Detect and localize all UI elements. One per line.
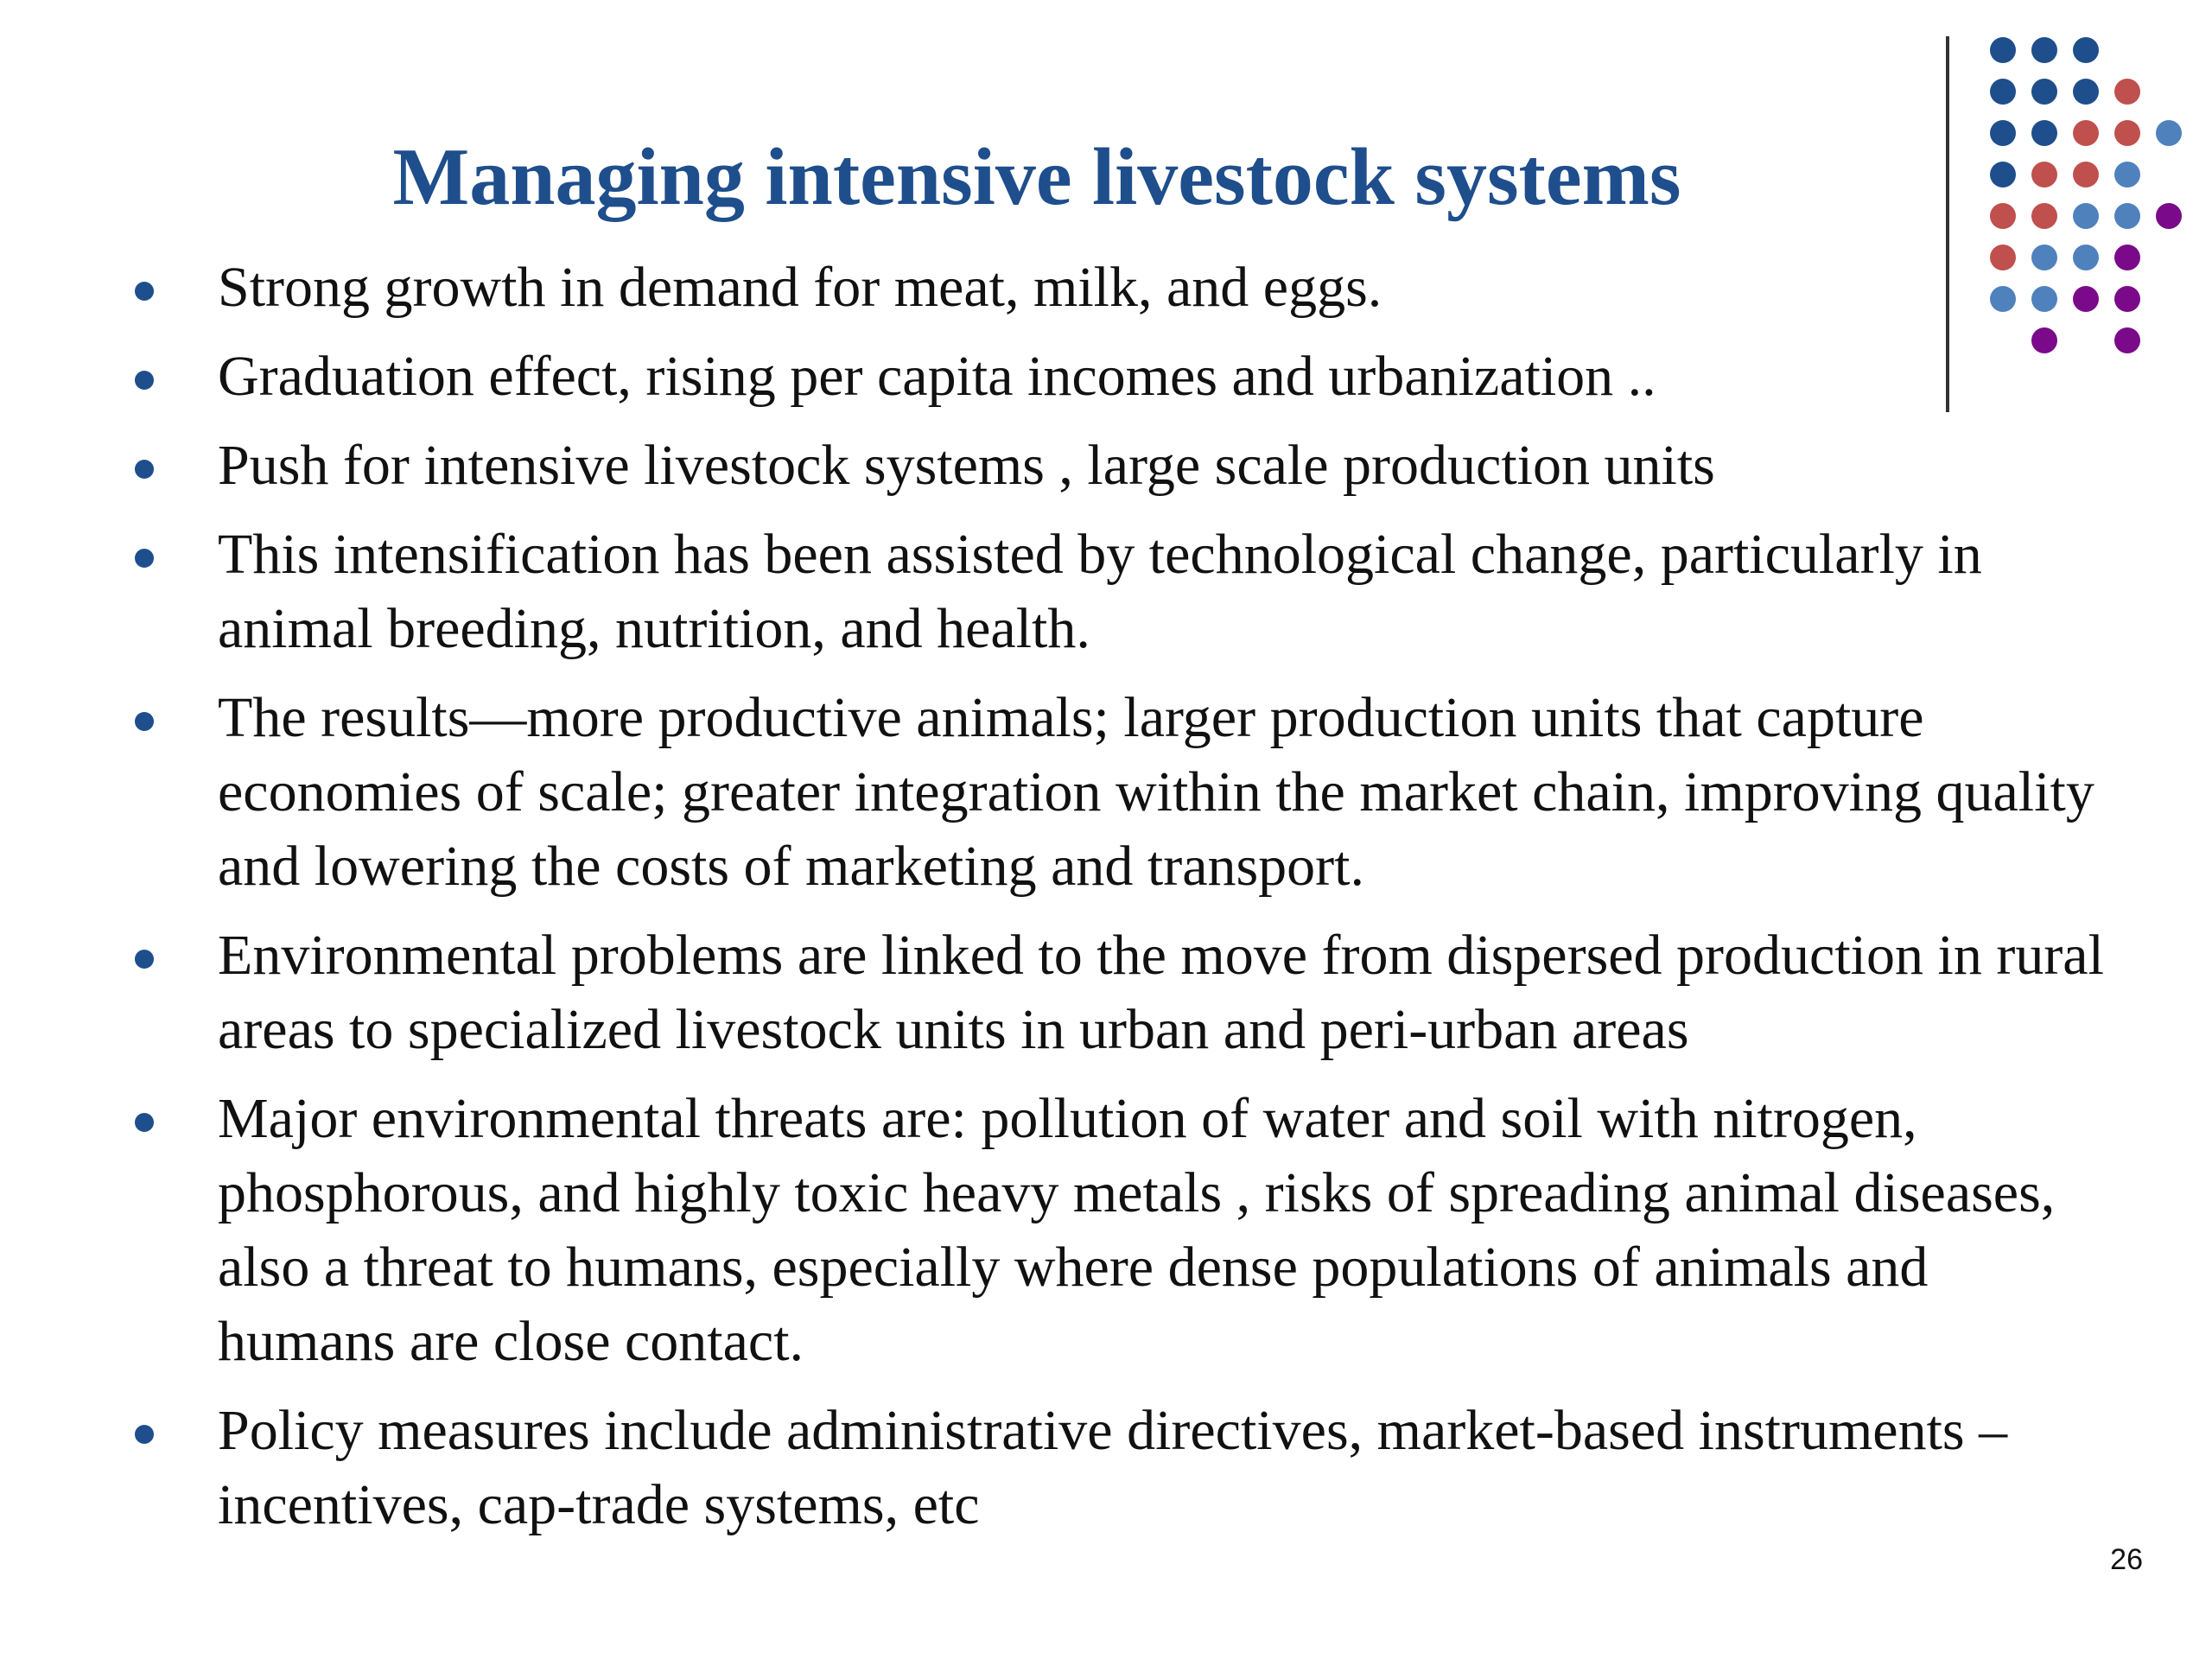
decorative-dot bbox=[2114, 327, 2140, 353]
decorative-dot bbox=[2156, 120, 2182, 146]
decorative-dot bbox=[2114, 203, 2140, 229]
slide-title: Managing intensive livestock systems bbox=[392, 132, 1681, 222]
bullet-item bbox=[130, 251, 2117, 325]
decorative-dot bbox=[2031, 120, 2057, 146]
bullet-item bbox=[130, 681, 2117, 904]
bullet-item bbox=[130, 1394, 2117, 1542]
bullet-text: Major environmental threats are: pollution of water and soil with nitrogen, phosphorous, and highly toxic heavy metals , risks of spreading animal diseases, also a threat to humans, especially where dense populations of animals and humans are close contact. bbox=[218, 1087, 2056, 1373]
decorative-dot bbox=[2156, 203, 2182, 229]
decorative-dot bbox=[2073, 120, 2099, 146]
decorative-dot bbox=[2073, 79, 2099, 105]
bullet-dot-icon bbox=[135, 282, 154, 301]
decorative-dot bbox=[1990, 79, 2016, 105]
decorative-dot bbox=[2114, 79, 2140, 105]
decorative-dot bbox=[2031, 203, 2057, 229]
bullet-dot-icon bbox=[135, 460, 154, 479]
decorative-dot bbox=[1990, 37, 2016, 63]
bullet-dot-icon bbox=[135, 712, 154, 731]
decorative-dot bbox=[2031, 162, 2057, 188]
bullet-dot-icon bbox=[135, 950, 154, 969]
decorative-dot bbox=[2114, 286, 2140, 312]
bullet-text: Strong growth in demand for meat, milk, and eggs. bbox=[218, 256, 1382, 319]
decorative-dot bbox=[2073, 203, 2099, 229]
bullet-text: The results—more productive animals; larger production units that capture economies of scale; greater integration within the market chain, improving quality and lowering the costs of marketing and transport. bbox=[218, 686, 2094, 898]
bullet-text: This intensification has been assisted by technological change, particularly in animal breeding, nutrition, and health. bbox=[218, 523, 1982, 660]
bullet-text: Environmental problems are linked to the move from dispersed production in rural areas to specialized livestock units in urban and peri-urban areas bbox=[218, 924, 2104, 1061]
bullet-item bbox=[130, 918, 2117, 1067]
decorative-dot bbox=[2114, 245, 2140, 270]
decorative-dot bbox=[2114, 162, 2140, 188]
decorative-dot bbox=[1990, 203, 2016, 229]
bullet-item bbox=[130, 518, 2117, 666]
bullet-dot-icon bbox=[135, 1425, 154, 1444]
decorative-dot bbox=[2031, 37, 2057, 63]
bullet-item bbox=[130, 340, 2117, 414]
bullet-dot-icon bbox=[135, 1113, 154, 1132]
bullet-text: Push for intensive livestock systems , large scale production units bbox=[218, 434, 1715, 497]
bullet-list bbox=[130, 251, 2117, 1557]
decorative-dot bbox=[1990, 162, 2016, 188]
decorative-dot bbox=[2073, 37, 2099, 63]
decorative-dot bbox=[2114, 120, 2140, 146]
bullet-item bbox=[130, 429, 2117, 503]
decorative-dot bbox=[1990, 120, 2016, 146]
bullet-text: Graduation effect, rising per capita incomes and urbanization .. bbox=[218, 345, 1656, 408]
bullet-item bbox=[130, 1082, 2117, 1379]
page-number: 26 bbox=[2110, 1543, 2143, 1576]
decorative-dot bbox=[2073, 162, 2099, 188]
bullet-dot-icon bbox=[135, 371, 154, 390]
bullet-text: Policy measures include administrative directives, market-based instruments –incentives, cap-trade systems, etc bbox=[218, 1399, 2008, 1536]
decorative-dot bbox=[2031, 79, 2057, 105]
bullet-dot-icon bbox=[135, 549, 154, 568]
